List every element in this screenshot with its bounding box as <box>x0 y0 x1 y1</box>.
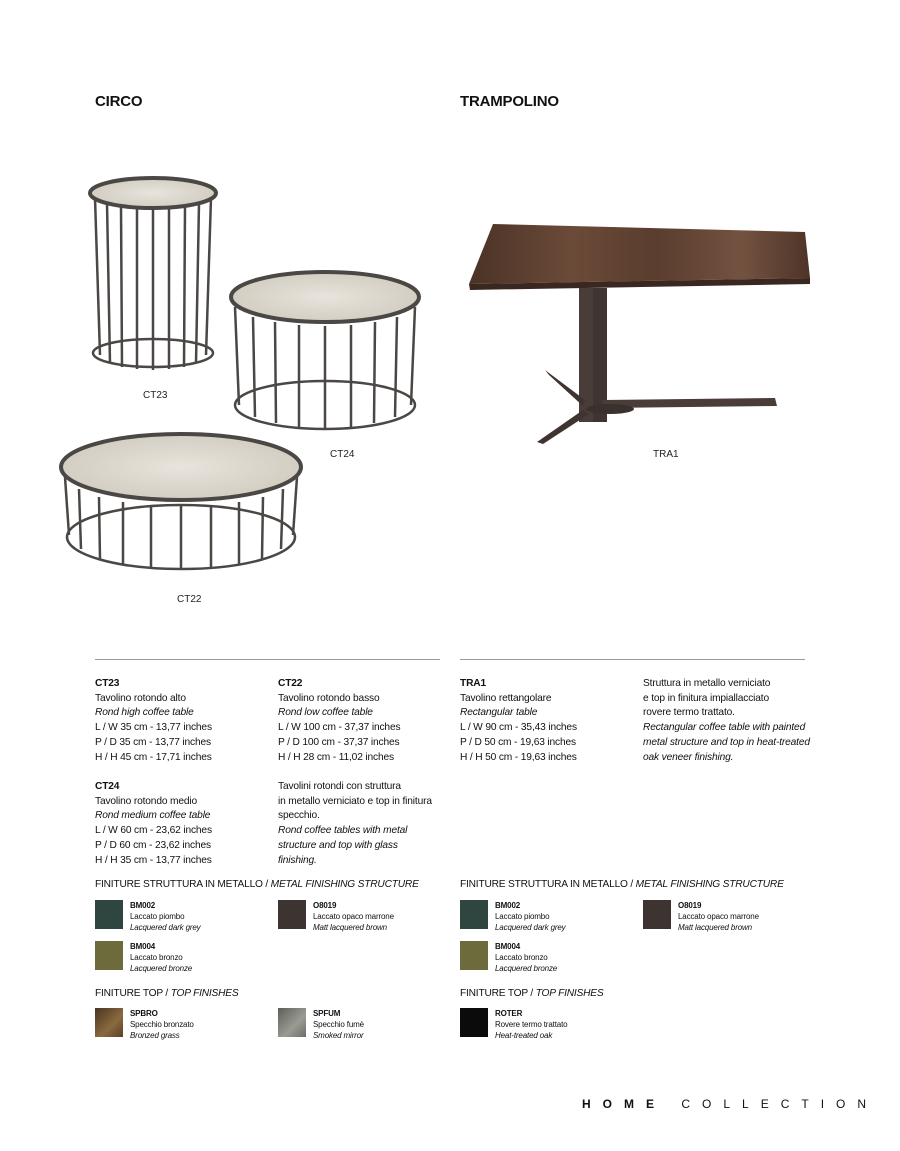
swatch-chip <box>643 900 671 929</box>
tra1-name-en: Rectangular table <box>460 707 538 719</box>
circo-divider <box>95 659 440 660</box>
swatch-code: BM002 <box>130 901 156 910</box>
swatch-name-it: Laccato opaco marrone <box>313 912 394 921</box>
swatch-chip <box>460 1008 488 1037</box>
trampolino-title: TRAMPOLINO <box>460 93 559 110</box>
swatch-name-it: Laccato bronzo <box>495 953 548 962</box>
ct24-hh: H / H 35 cm - 13,77 inches <box>95 854 212 866</box>
tra1-hh: H / H 50 cm - 19,63 inches <box>460 751 577 763</box>
swatch-code: SPBRO <box>130 1009 158 1018</box>
circo-desc-it-line: in metallo verniciato e top in finitura <box>278 795 432 807</box>
tra-desc-en-line: Rectangular coffee table with painted <box>643 722 806 734</box>
swatch-name-en: Lacquered bronze <box>495 964 558 973</box>
circo-description <box>278 780 453 868</box>
structure-label-en: METAL FINISHING STRUCTURE <box>270 879 419 890</box>
tra1-table-image <box>465 220 825 450</box>
circo-desc-en-line: finishing. <box>278 854 317 866</box>
swatch-code: SPFUM <box>313 1009 341 1018</box>
circo-title: CIRCO <box>95 93 143 110</box>
trampolino-divider <box>460 659 805 660</box>
tra1-table <box>469 224 810 444</box>
tra1-spec <box>460 677 635 765</box>
swatch-name-en: Smoked mirror <box>313 1031 364 1040</box>
top-label-en: TOP FINISHES <box>535 988 604 999</box>
ct22-caption: CT22 <box>177 594 202 605</box>
swatch-name-en: Lacquered bronze <box>130 964 193 973</box>
circo-desc-it-line: Tavolini rotondi con struttura <box>278 781 401 792</box>
tra-desc-en-line: oak veneer finishing. <box>643 751 734 763</box>
tra-desc-it-line: e top in finitura impiallacciato <box>643 692 770 704</box>
swatch-code: O8019 <box>313 901 337 910</box>
footer-brand-light: COLLECTION <box>681 1097 879 1111</box>
swatch-name-en: Bronzed grass <box>130 1031 180 1040</box>
swatch-name-en: Lacquered dark grey <box>130 923 201 932</box>
ct23-spec <box>95 677 270 765</box>
top-label-en: TOP FINISHES <box>170 988 239 999</box>
swatch-bm002 <box>95 900 201 933</box>
ct22-name-en: Rond low coffee table <box>278 707 373 719</box>
ct24-spec <box>95 780 270 868</box>
ct22-lw: L / W 100 cm - 37,37 inches <box>278 722 401 734</box>
structure-label-it: FINITURE STRUTTURA IN METALLO / <box>460 879 636 890</box>
circo-top-finishes-heading <box>95 988 238 999</box>
circo-structure-finishes-heading <box>95 879 419 890</box>
ct22-code: CT22 <box>278 678 303 689</box>
swatch-code: O8019 <box>678 901 702 910</box>
swatch-name-it: Rovere termo trattato <box>495 1020 568 1029</box>
swatch-chip <box>95 941 123 970</box>
circo-desc-en-line: structure and top with glass <box>278 839 398 851</box>
swatch-spfum <box>278 1008 364 1041</box>
ct22-pd: P / D 100 cm - 37,37 inches <box>278 736 400 748</box>
swatch-name-it: Laccato bronzo <box>130 953 183 962</box>
trampolino-structure-finishes-heading <box>460 879 784 890</box>
swatch-bm004 <box>95 941 192 974</box>
ct24-caption: CT24 <box>330 449 355 460</box>
swatch-roter <box>460 1008 567 1041</box>
circo-tables-image <box>55 165 435 585</box>
ct23-name-en: Rond high coffee table <box>95 707 194 719</box>
ct24-table <box>231 272 419 429</box>
tra1-lw: L / W 90 cm - 35,43 inches <box>460 722 577 734</box>
swatch-spbro <box>95 1008 194 1041</box>
ct24-code: CT24 <box>95 781 120 792</box>
tra-desc-en-line: metal structure and top in heat-treated <box>643 736 810 748</box>
ct24-lw: L / W 60 cm - 23,62 inches <box>95 825 212 837</box>
structure-label-it: FINITURE STRUTTURA IN METALLO / <box>95 879 271 890</box>
trampolino-top-finishes-heading <box>460 988 603 999</box>
top-label-it: FINITURE TOP / <box>460 988 536 999</box>
swatch-chip <box>460 941 488 970</box>
ct23-code: CT23 <box>95 678 120 689</box>
swatch-name-en: Matt lacquered brown <box>313 923 387 932</box>
trampolino-description <box>643 677 843 765</box>
circo-desc-en-line: Rond coffee tables with metal <box>278 825 408 837</box>
ct22-name-it: Tavolino rotondo basso <box>278 692 380 704</box>
tra1-name-it: Tavolino rettangolare <box>460 692 552 704</box>
swatch-code: BM004 <box>495 942 521 951</box>
tra1-code: TRA1 <box>460 678 487 689</box>
swatch-chip <box>278 1008 306 1037</box>
structure-label-en: METAL FINISHING STRUCTURE <box>635 879 784 890</box>
swatch-bm002 <box>460 900 566 933</box>
tra-desc-it-line: rovere termo trattato. <box>643 707 735 719</box>
tra1-pd: P / D 50 cm - 19,63 inches <box>460 736 576 748</box>
ct23-name-it: Tavolino rotondo alto <box>95 692 186 704</box>
swatch-name-it: Laccato opaco marrone <box>678 912 759 921</box>
tra1-caption: TRA1 <box>653 449 679 460</box>
swatch-o8019 <box>643 900 759 933</box>
ct23-lw: L / W 35 cm - 13,77 inches <box>95 722 212 734</box>
circo-desc-it-line: specchio. <box>278 810 320 822</box>
swatch-code: BM004 <box>130 942 156 951</box>
ct23-pd: P / D 35 cm - 13,77 inches <box>95 736 211 748</box>
swatch-code: ROTER <box>495 1009 523 1018</box>
swatch-code: BM002 <box>495 901 521 910</box>
swatch-name-it: Specchio bronzato <box>130 1020 194 1029</box>
tra-desc-it-line: Struttura in metallo verniciato <box>643 678 771 689</box>
top-label-it: FINITURE TOP / <box>95 988 171 999</box>
ct23-caption: CT23 <box>143 390 168 401</box>
swatch-chip <box>278 900 306 929</box>
ct22-spec <box>278 677 453 765</box>
ct24-pd: P / D 60 cm - 23,62 inches <box>95 839 211 851</box>
swatch-o8019 <box>278 900 394 933</box>
swatch-name-en: Lacquered dark grey <box>495 923 566 932</box>
swatch-name-it: Laccato piombo <box>495 912 550 921</box>
swatch-chip <box>95 900 123 929</box>
ct22-hh: H / H 28 cm - 11,02 inches <box>278 751 394 763</box>
swatch-bm004 <box>460 941 557 974</box>
swatch-name-en: Matt lacquered brown <box>678 923 752 932</box>
ct23-hh: H / H 45 cm - 17,71 inches <box>95 751 212 763</box>
swatch-name-it: Specchio fumè <box>313 1020 364 1029</box>
swatch-name-en: Heat-treated oak <box>495 1031 553 1040</box>
ct24-name-en: Rond medium coffee table <box>95 810 211 822</box>
ct22-table <box>61 434 301 570</box>
home-collection-footer <box>582 1097 878 1111</box>
swatch-chip <box>460 900 488 929</box>
swatch-chip <box>95 1008 123 1037</box>
footer-brand-bold: HOME <box>582 1097 666 1111</box>
swatch-name-it: Laccato piombo <box>130 912 185 921</box>
ct24-name-it: Tavolino rotondo medio <box>95 795 198 807</box>
ct23-table <box>90 178 216 370</box>
